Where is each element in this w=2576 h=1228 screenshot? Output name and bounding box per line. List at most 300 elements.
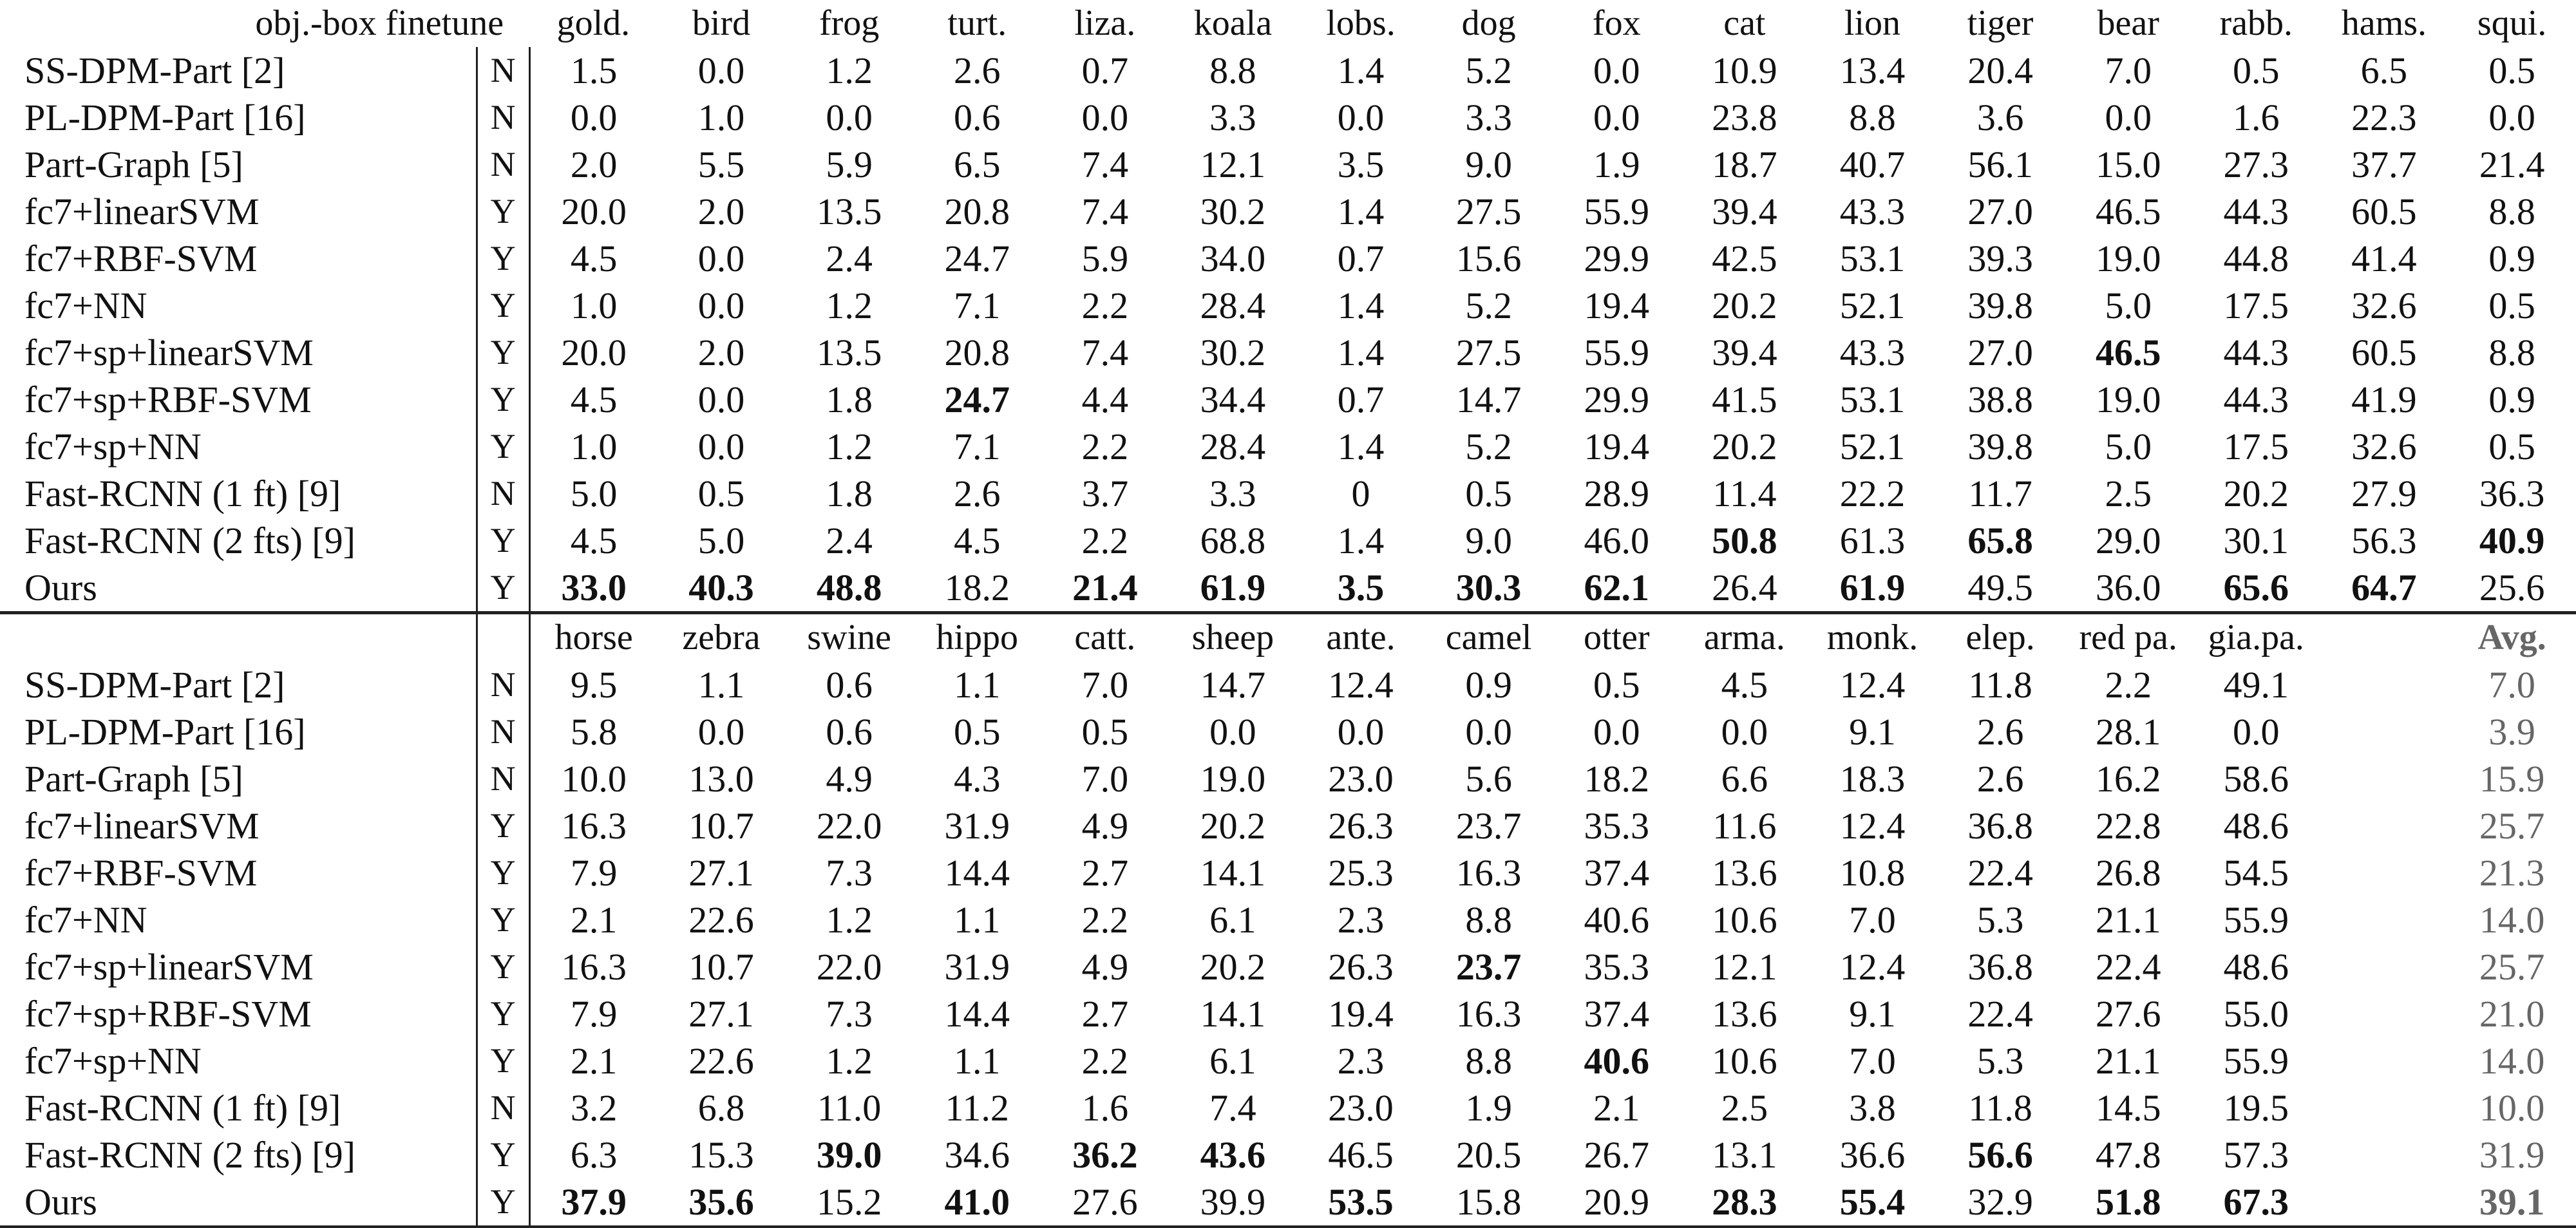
value-cell: 6.8	[697, 1087, 745, 1129]
value-cell: 39.0	[816, 1134, 882, 1176]
value-cell	[2320, 1178, 2448, 1227]
value-cell: 5.9	[826, 144, 873, 185]
table-row	[0, 1084, 2576, 1131]
value-cell: 0.9	[2488, 379, 2535, 420]
value-cell: 28.1	[2095, 711, 2161, 753]
value-cell: 0.5	[1081, 711, 1129, 753]
value-cell: 22.2	[1839, 473, 1906, 515]
bottom-header-row	[0, 613, 2576, 662]
value-cell: 20.5	[1455, 1134, 1522, 1176]
value-cell: 8.8	[1849, 97, 1896, 138]
column-header: catt.	[1041, 613, 1170, 662]
average-cell: 21.0	[2479, 993, 2545, 1035]
value-cell: 14.7	[1455, 379, 1522, 420]
average-cell: 3.9	[2488, 711, 2535, 753]
value-cell: 36.6	[1839, 1134, 1906, 1176]
value-cell: 7.4	[1081, 144, 1129, 185]
value-cell: 34.6	[944, 1134, 1010, 1176]
ft-header-blank	[477, 613, 529, 662]
finetune-flag: N	[477, 755, 529, 802]
value-cell: 46.5	[2095, 332, 2161, 373]
value-cell: 32.9	[1937, 1178, 2065, 1227]
value-cell: 3.7	[1081, 473, 1129, 515]
column-header: gold.	[556, 3, 630, 43]
table-row	[0, 282, 2576, 329]
column-header: bird	[692, 3, 751, 43]
value-cell: 24.7	[944, 238, 1010, 279]
value-cell: 7.9	[570, 993, 618, 1035]
value-cell: 7.0	[1849, 899, 1896, 941]
value-cell: 8.8	[2488, 332, 2535, 373]
value-cell: 22.3	[2351, 97, 2417, 138]
value-cell: 5.3	[1976, 899, 2024, 941]
value-cell: 29.9	[1584, 238, 1649, 279]
value-cell: 0	[1351, 473, 1370, 515]
value-cell: 0.0	[697, 238, 745, 279]
value-cell: 13.6	[1712, 993, 1777, 1035]
value-cell: 37.4	[1584, 993, 1649, 1035]
value-cell: 13.0	[688, 758, 754, 800]
method-name: Part-Graph [5]	[24, 144, 243, 185]
value-cell: 0.5	[2488, 285, 2535, 326]
value-cell: 36.2	[1072, 1134, 1138, 1176]
value-cell: 42.5	[1712, 238, 1777, 279]
value-cell: 0.0	[570, 97, 618, 138]
value-cell: 20.9	[1553, 1178, 1681, 1227]
value-cell: 3.5	[1337, 144, 1385, 185]
column-header: arma.	[1681, 613, 1809, 662]
value-cell: 1.0	[570, 285, 618, 326]
value-cell: 0.0	[2488, 97, 2535, 138]
value-cell: 1.2	[826, 1040, 873, 1082]
table-row	[0, 564, 2576, 613]
method-name: Ours	[24, 567, 97, 609]
value-cell: 41.4	[2351, 238, 2417, 279]
value-cell: 3.6	[1976, 97, 2024, 138]
value-cell: 13.4	[1839, 50, 1906, 91]
value-cell: 12.1	[1712, 946, 1777, 988]
value-cell	[2320, 661, 2448, 708]
value-cell: 12.4	[1839, 946, 1906, 988]
column-header: ante.	[1297, 613, 1425, 662]
value-cell: 43.3	[1839, 332, 1906, 373]
value-cell: 39.3	[1967, 238, 2033, 279]
value-cell: 20.0	[561, 191, 627, 232]
value-cell: 16.3	[1455, 993, 1522, 1035]
top-header-row	[0, 0, 2576, 47]
finetune-flag: N	[477, 470, 529, 517]
value-cell: 0.6	[953, 97, 1001, 138]
value-cell: 32.6	[2351, 426, 2417, 468]
value-cell: 2.6	[1976, 711, 2024, 753]
finetune-flag: N	[477, 1084, 529, 1131]
method-name: fc7+sp+linearSVM	[24, 332, 314, 373]
value-cell	[2320, 708, 2448, 755]
value-cell: 2.0	[697, 191, 745, 232]
value-cell: 11.8	[1968, 1087, 2032, 1129]
value-cell: 2.6	[953, 50, 1001, 91]
method-name: fc7+sp+RBF-SVM	[24, 379, 312, 420]
value-cell: 2.7	[1081, 852, 1129, 894]
table-row	[0, 376, 2576, 423]
value-cell	[2320, 990, 2448, 1037]
value-cell: 0.0	[697, 379, 745, 420]
value-cell: 7.0	[1081, 664, 1129, 706]
value-cell: 41.9	[2351, 379, 2417, 420]
value-cell: 10.9	[1712, 50, 1777, 91]
table-row	[0, 849, 2576, 896]
value-cell: 22.6	[688, 899, 754, 941]
value-cell: 15.6	[1455, 238, 1522, 279]
value-cell: 10.7	[688, 946, 754, 988]
value-cell: 3.5	[1337, 567, 1385, 609]
value-cell: 0.9	[1465, 664, 1512, 706]
value-cell: 27.0	[1967, 332, 2033, 373]
value-cell: 40.6	[1584, 1040, 1649, 1082]
value-cell: 3.2	[570, 1087, 618, 1129]
method-name: SS-DPM-Part [2]	[24, 664, 285, 706]
value-cell: 15.3	[688, 1134, 754, 1176]
value-cell: 1.2	[826, 285, 873, 326]
value-cell: 44.8	[2223, 238, 2289, 279]
value-cell: 47.8	[2095, 1134, 2161, 1176]
value-cell: 1.8	[826, 379, 873, 420]
value-cell: 34.4	[1200, 379, 1266, 420]
value-cell: 19.0	[1200, 758, 1266, 800]
value-cell: 13.5	[816, 332, 882, 373]
value-cell: 30.2	[1200, 191, 1266, 232]
value-cell: 22.4	[1967, 993, 2033, 1035]
finetune-flag: Y	[477, 802, 529, 849]
value-cell: 58.6	[2223, 758, 2289, 800]
value-cell: 28.4	[1200, 426, 1266, 468]
column-header: otter	[1553, 613, 1681, 662]
value-cell: 17.5	[2223, 285, 2289, 326]
value-cell: 22.4	[2095, 946, 2161, 988]
value-cell: 5.6	[1465, 758, 1512, 800]
value-cell: 44.3	[2223, 379, 2289, 420]
value-cell: 2.4	[826, 520, 873, 562]
value-cell: 0.5	[2488, 426, 2535, 468]
value-cell: 0.0	[697, 285, 745, 326]
value-cell	[2320, 1131, 2448, 1178]
value-cell: 27.6	[1041, 1178, 1170, 1227]
value-cell: 10.8	[1839, 852, 1906, 894]
value-cell	[2320, 896, 2448, 943]
value-cell: 26.3	[1328, 805, 1394, 847]
value-cell: 5.3	[1976, 1040, 2024, 1082]
value-cell: 22.8	[2095, 805, 2161, 847]
column-header: squi.	[2477, 3, 2547, 43]
value-cell: 56.3	[2351, 520, 2417, 562]
column-header	[2320, 613, 2448, 662]
method-name: fc7+sp+NN	[24, 426, 202, 468]
value-cell: 61.3	[1839, 520, 1906, 562]
value-cell: 17.5	[2223, 426, 2289, 468]
value-cell: 20.8	[944, 332, 1010, 373]
finetune-flag: Y	[477, 235, 529, 282]
value-cell: 16.3	[561, 946, 627, 988]
value-cell: 53.1	[1839, 238, 1906, 279]
value-cell: 0.0	[1593, 711, 1640, 753]
value-cell: 25.6	[2479, 567, 2545, 609]
value-cell: 46.5	[1328, 1134, 1394, 1176]
value-cell: 39.8	[1967, 285, 2033, 326]
value-cell: 44.3	[2223, 191, 2289, 232]
column-header: lion	[1844, 3, 1901, 43]
table-row	[0, 755, 2576, 802]
value-cell: 7.3	[826, 852, 873, 894]
value-cell: 60.5	[2351, 332, 2417, 373]
value-cell: 0.7	[1081, 50, 1129, 91]
value-cell: 7.4	[1081, 332, 1129, 373]
value-cell: 8.8	[1465, 899, 1512, 941]
value-cell: 5.8	[570, 711, 618, 753]
value-cell: 0.5	[2488, 50, 2535, 91]
column-header: cat	[1723, 3, 1766, 43]
value-cell: 2.0	[697, 332, 745, 373]
top-section	[0, 0, 2576, 613]
finetune-flag: N	[477, 94, 529, 141]
finetune-flag: Y	[477, 282, 529, 329]
finetune-flag: Y	[477, 423, 529, 470]
value-cell: 1.9	[1593, 144, 1640, 185]
table-row	[0, 423, 2576, 470]
value-cell: 0.0	[826, 97, 873, 138]
finetune-flag: Y	[477, 188, 529, 235]
value-cell: 4.4	[1081, 379, 1129, 420]
value-cell: 11.8	[1968, 664, 2032, 706]
value-cell: 61.9	[1839, 567, 1906, 609]
value-cell: 40.7	[1839, 144, 1906, 185]
finetune-flag: Y	[477, 849, 529, 896]
value-cell: 11.7	[1968, 473, 2032, 515]
value-cell: 0.9	[2488, 238, 2535, 279]
value-cell: 5.2	[1465, 285, 1512, 326]
value-cell: 34.0	[1200, 238, 1266, 279]
value-cell: 23.7	[1455, 805, 1522, 847]
value-cell: 0.0	[697, 50, 745, 91]
value-cell: 11.4	[1712, 473, 1777, 515]
value-cell: 49.1	[2223, 664, 2289, 706]
value-cell: 38.8	[1967, 379, 2033, 420]
value-cell: 7.0	[2105, 50, 2152, 91]
value-cell: 0.0	[1593, 50, 1640, 91]
value-cell: 67.3	[2192, 1178, 2320, 1227]
value-cell: 1.1	[953, 664, 1001, 706]
value-cell: 0.6	[826, 664, 873, 706]
value-cell: 2.0	[570, 144, 618, 185]
method-name: PL-DPM-Part [16]	[24, 97, 306, 138]
value-cell: 20.2	[1200, 946, 1266, 988]
column-header: bear	[2097, 3, 2159, 43]
value-cell: 29.0	[2095, 520, 2161, 562]
value-cell: 16.3	[1455, 852, 1522, 894]
value-cell: 10.6	[1712, 899, 1777, 941]
value-cell: 30.1	[2223, 520, 2289, 562]
value-cell: 14.5	[2095, 1087, 2161, 1129]
value-cell: 19.0	[2095, 238, 2161, 279]
average-cell: 7.0	[2488, 664, 2535, 706]
value-cell	[2320, 1037, 2448, 1084]
column-header: camel	[1425, 613, 1553, 662]
value-cell: 4.3	[953, 758, 1001, 800]
value-cell: 1.4	[1337, 332, 1385, 373]
value-cell: 33.0	[561, 567, 627, 609]
value-cell: 2.2	[1081, 899, 1129, 941]
value-cell: 56.1	[1967, 144, 2033, 185]
value-cell: 65.6	[2223, 567, 2289, 609]
value-cell: 6.3	[570, 1134, 618, 1176]
value-cell: 55.0	[2223, 993, 2289, 1035]
table-row	[0, 802, 2576, 849]
value-cell: 9.5	[570, 664, 618, 706]
table-row	[0, 990, 2576, 1037]
value-cell: 5.9	[1081, 238, 1129, 279]
value-cell: 3.8	[1849, 1087, 1896, 1129]
value-cell: 36.8	[1967, 946, 2033, 988]
value-cell: 4.5	[570, 520, 618, 562]
value-cell: 0.0	[1721, 711, 1768, 753]
value-cell: 13.1	[1712, 1134, 1777, 1176]
value-cell: 53.5	[1297, 1178, 1425, 1227]
value-cell: 26.4	[1712, 567, 1777, 609]
value-cell: 26.3	[1328, 946, 1394, 988]
table-row	[0, 329, 2576, 376]
value-cell: 7.3	[826, 993, 873, 1035]
value-cell: 1.9	[1465, 1087, 1512, 1129]
value-cell: 1.5	[570, 50, 618, 91]
value-cell: 4.5	[570, 379, 618, 420]
value-cell: 15.8	[1425, 1178, 1553, 1227]
value-cell: 2.6	[1976, 758, 2024, 800]
value-cell: 5.2	[1465, 50, 1512, 91]
column-header: zebra	[658, 613, 786, 662]
value-cell: 19.5	[2223, 1087, 2289, 1129]
value-cell: 9.1	[1849, 993, 1896, 1035]
value-cell: 28.3	[1681, 1178, 1809, 1227]
value-cell: 40.6	[1584, 899, 1649, 941]
value-cell: 29.9	[1584, 379, 1649, 420]
value-cell: 0.5	[1465, 473, 1512, 515]
value-cell: 0.5	[1593, 664, 1640, 706]
average-cell: 10.0	[2479, 1087, 2545, 1129]
finetune-flag: Y	[477, 329, 529, 376]
value-cell: 7.0	[1081, 758, 1129, 800]
value-cell: 0.5	[2233, 50, 2280, 91]
value-cell: 12.4	[1328, 664, 1394, 706]
value-cell: 27.9	[2351, 473, 2417, 515]
value-cell: 37.7	[2351, 144, 2417, 185]
table-row	[0, 235, 2576, 282]
value-cell: 2.2	[1081, 285, 1129, 326]
value-cell: 0.0	[1081, 97, 1129, 138]
value-cell: 41.5	[1712, 379, 1777, 420]
value-cell: 40.9	[2479, 520, 2545, 562]
value-cell: 0.0	[1465, 711, 1512, 753]
method-name: Fast-RCNN (2 fts) [9]	[24, 520, 355, 562]
finetune-flag: N	[477, 141, 529, 188]
value-cell: 5.5	[697, 144, 745, 185]
value-cell: 0.0	[697, 711, 745, 753]
method-name: PL-DPM-Part [16]	[24, 711, 306, 753]
value-cell: 18.2	[1584, 758, 1649, 800]
value-cell: 39.9	[1169, 1178, 1297, 1227]
value-cell: 6.1	[1209, 1040, 1256, 1082]
column-header: horse	[529, 613, 658, 662]
value-cell: 26.7	[1584, 1134, 1649, 1176]
average-cell: 39.1	[2448, 1178, 2576, 1227]
value-cell: 27.1	[688, 852, 754, 894]
value-cell: 27.1	[688, 993, 754, 1035]
column-header: Avg.	[2448, 613, 2576, 662]
value-cell: 10.7	[688, 805, 754, 847]
method-name: Fast-RCNN (1 ft) [9]	[24, 473, 341, 515]
table-row	[0, 1178, 2576, 1227]
value-cell: 5.0	[697, 520, 745, 562]
value-cell: 7.1	[953, 285, 1001, 326]
finetune-flag: Y	[477, 943, 529, 990]
value-cell: 55.9	[2223, 899, 2289, 941]
value-cell: 16.2	[2095, 758, 2161, 800]
value-cell: 2.1	[1593, 1087, 1640, 1129]
value-cell: 20.0	[561, 332, 627, 373]
value-cell: 14.4	[944, 852, 1010, 894]
average-cell: 31.9	[2479, 1134, 2545, 1176]
value-cell: 1.0	[697, 97, 745, 138]
value-cell: 41.0	[913, 1178, 1041, 1227]
table-row	[0, 896, 2576, 943]
value-cell: 27.6	[2095, 993, 2161, 1035]
value-cell: 0.0	[1593, 97, 1640, 138]
value-cell: 11.2	[945, 1087, 1009, 1129]
finetune-flag: Y	[477, 1178, 529, 1227]
column-header: hams.	[2341, 3, 2427, 43]
value-cell: 23.0	[1328, 1087, 1394, 1129]
value-cell: 62.1	[1584, 567, 1649, 609]
value-cell: 2.2	[1081, 520, 1129, 562]
average-cell: 15.9	[2479, 758, 2545, 800]
value-cell: 35.3	[1584, 805, 1649, 847]
value-cell: 3.3	[1465, 97, 1512, 138]
value-cell: 31.9	[944, 946, 1010, 988]
method-name: fc7+NN	[24, 899, 147, 941]
value-cell: 27.3	[2223, 144, 2289, 185]
average-cell: 14.0	[2479, 1040, 2545, 1082]
value-cell: 22.6	[688, 1040, 754, 1082]
value-cell: 11.6	[1712, 805, 1777, 847]
average-cell: 14.0	[2479, 899, 2545, 941]
value-cell: 11.0	[817, 1087, 882, 1129]
value-cell: 30.2	[1200, 332, 1266, 373]
method-name: Part-Graph [5]	[24, 758, 243, 800]
column-header: red pa.	[2064, 613, 2192, 662]
finetune-flag: Y	[477, 896, 529, 943]
value-cell: 5.2	[1465, 426, 1512, 468]
value-cell: 36.3	[2479, 473, 2545, 515]
value-cell	[2320, 802, 2448, 849]
column-header: gia.pa.	[2192, 613, 2320, 662]
value-cell: 1.2	[826, 50, 873, 91]
value-cell: 2.6	[953, 473, 1001, 515]
value-cell: 0.7	[1337, 238, 1385, 279]
bottom-section	[0, 613, 2576, 1227]
value-cell: 0.0	[2233, 711, 2280, 753]
value-cell: 44.3	[2223, 332, 2289, 373]
value-cell: 20.4	[1967, 50, 2033, 91]
value-cell: 3.3	[1209, 97, 1256, 138]
value-cell: 19.4	[1584, 426, 1649, 468]
